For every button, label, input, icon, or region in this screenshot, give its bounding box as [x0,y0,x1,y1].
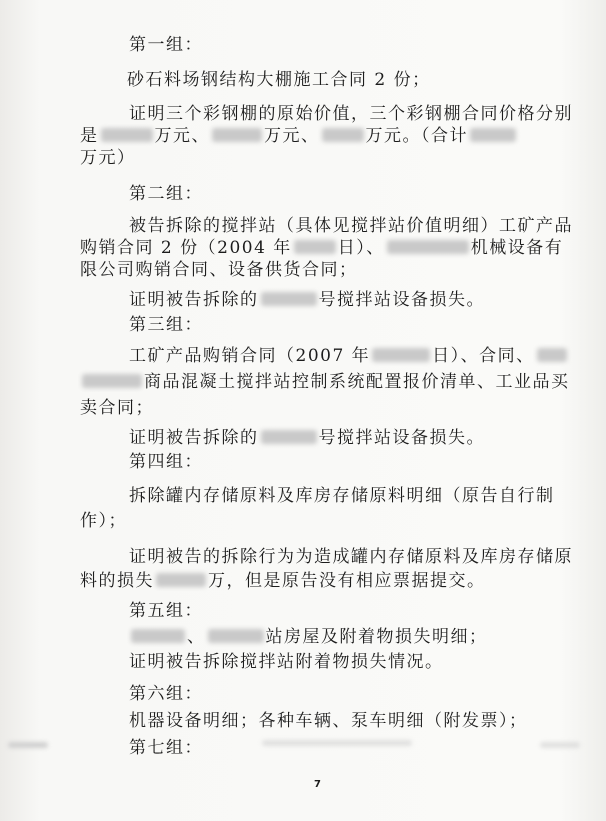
redacted-block [156,573,206,587]
scan-smudge [8,742,48,748]
text-segment: 商品混凝土搅拌站控制系统配置报价清单、工业品买 [144,372,570,392]
text-line [129,626,488,648]
text-segment: 站房屋及附着物损失明细； [265,627,488,647]
text-segment: 日）、 [337,238,385,258]
text-line: 证明三个彩钢棚的原始价值，三个彩钢棚合同价格分别 [129,104,573,124]
group-4-heading: 第四组： [129,452,203,472]
page-number: 7 [314,779,321,790]
text-segment: 料的损失 [80,571,154,591]
text-line [80,125,518,147]
text-line: 限公司购销合同、设备供货合同； [80,260,358,280]
scan-smudge [540,742,580,748]
text-line: 证明被告的拆除行为为造成罐内存储原料及库房存储原 [129,547,573,567]
text-line: 卖合同； [80,398,154,418]
group-2-heading: 第二组： [129,184,203,204]
redacted-block [208,629,264,643]
text-line [80,371,570,393]
text-segment: 万元、 [264,126,320,146]
redacted-block [387,240,469,254]
redacted-block [131,629,185,643]
text-segment: 是 [80,126,99,146]
text-line: 作）； [80,511,127,531]
text-segment: 号搅拌站设备损失。 [318,428,485,448]
redacted-block [82,374,142,388]
text-line: 拆除罐内存储原料及库房存储原料明细（原告自行制 [129,486,555,506]
text-segment: 万元、 [154,126,210,146]
group-1-heading: 第一组： [129,35,203,55]
redacted-block [372,348,430,362]
redacted-block [322,128,364,142]
text-segment: 日）、合同、 [432,346,535,366]
text-line: 砂石料场钢结构大棚施工合同 2 份； [127,70,431,90]
redacted-block [537,348,567,362]
redacted-block [101,128,153,142]
text-line: 万元） [80,148,136,168]
text-segment: 、 [187,627,206,647]
group-3-heading: 第三组： [129,315,203,335]
scan-smudge [262,740,412,746]
group-5-heading: 第五组： [129,601,203,621]
redacted-block [261,292,317,306]
redacted-block [294,240,336,254]
group-7-heading: 第七组： [129,738,203,758]
text-segment: 万元。（合计 [365,126,468,146]
text-line [129,289,485,311]
text-line [129,427,485,449]
text-line: 被告拆除的搅拌站（具体见搅拌站价值明细）工矿产品 [129,216,573,236]
text-line [80,237,563,259]
redacted-block [261,430,317,444]
redacted-block [470,128,516,142]
group-6-heading: 第六组： [129,684,203,704]
text-line [129,345,569,367]
text-segment: 工矿产品购销合同（2007 年 [129,346,371,366]
text-segment: 号搅拌站设备损失。 [318,290,485,310]
text-segment: 购销合同 2 份（2004 年 [80,238,292,258]
text-line [80,570,486,592]
redacted-block [212,128,262,142]
text-segment: 证明被告拆除的 [129,290,259,310]
text-line: 证明被告拆除搅拌站附着物损失情况。 [129,652,444,672]
text-line: 机器设备明细；各种车辆、泵车明细（附发票）； [129,711,528,731]
text-segment: 机械设备有 [470,238,564,258]
text-segment: 证明被告拆除的 [129,428,259,448]
text-segment: 万，但是原告没有相应票据提交。 [208,571,486,591]
